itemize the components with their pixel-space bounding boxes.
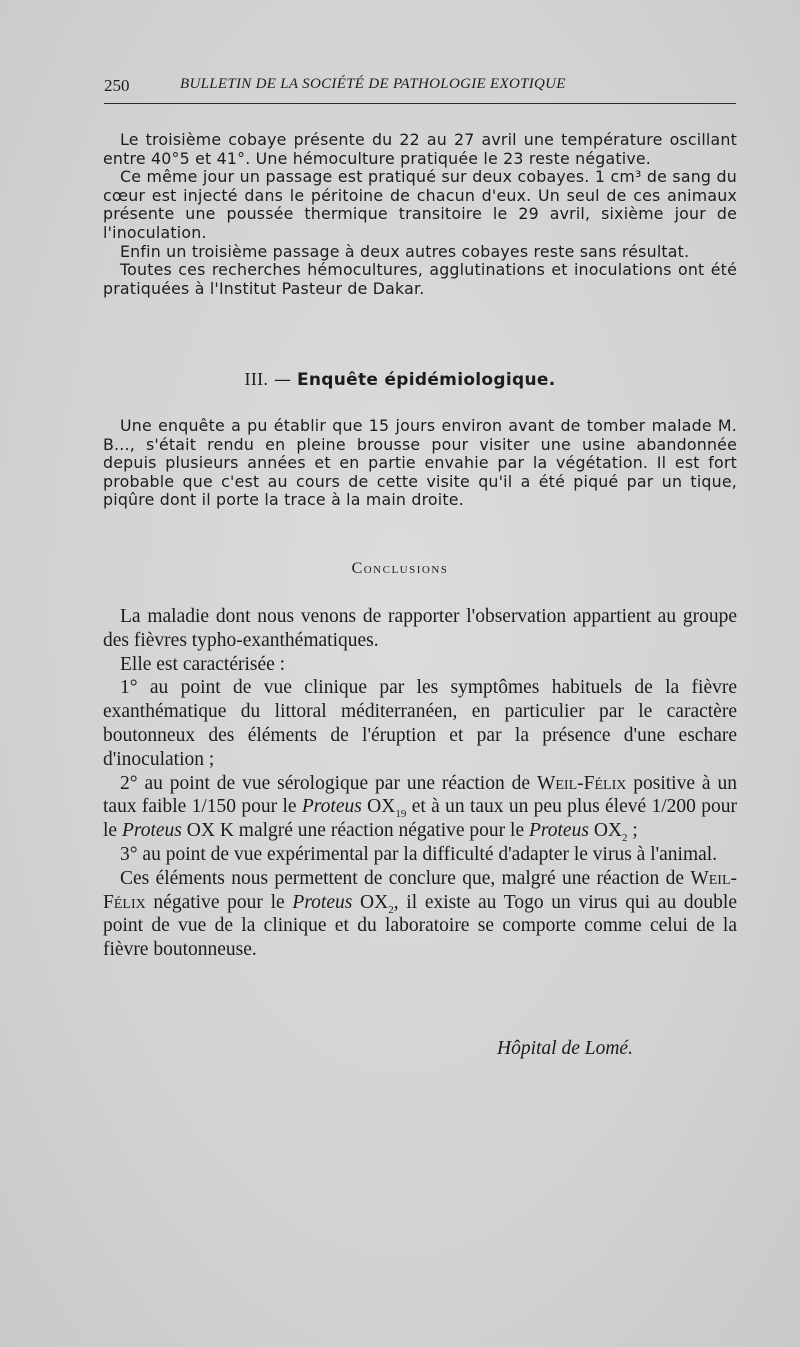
author-name: Weil-Félix [103,867,737,913]
text-run: OX [588,820,622,842]
page-header [104,76,734,100]
text-run: OX K malgré une réaction négative pour le [181,820,529,842]
subscript: 2 [621,832,628,845]
text-run: , il existe au Togo un virus qui au double point de vue de la clinique et du laboratoire se comporte comme celui de la fièvre boutonneuse. [103,891,737,961]
text-run: 2° au point de vue sérologique par une réaction de [120,772,537,794]
paragraph: 1° au point de vue clinique par les symptômes habituels de la fièvre exanthématique du littoral méditerranéen, en particulier par le caractère boutonneux des éléments de l'éruption et par la présence d'une eschare d'inoculation ; [103,677,737,770]
text-run: positive à un taux faible 1/150 pour le [103,772,737,818]
paragraph: Enfin un troisième passage à deux autres cobayes reste sans résultat. [120,241,690,261]
taxon-name: Proteus [121,820,182,842]
section-title: Enquête épidémiologique. [296,370,556,390]
paragraph: Le troisième cobaye présente du 22 au 27 avril une température oscillant entre 40°5 et 41°. Une hémoculture pratiquée le 23 reste négative. [103,130,737,168]
conclusions-block [103,605,737,962]
page-number: 250 [104,76,130,95]
header-rule [104,103,736,104]
text-run: négative pour le [145,891,293,913]
subscript: 2 [388,903,394,916]
running-title: BULLETIN DE LA SOCIÉTÉ DE PATHOLOGIE EXOTIQUE [180,76,566,92]
paragraph: Une enquête a pu établir que 15 jours environ avant de tomber malade M. B..., s'était rendu en pleine brousse pour visiter une usine abandonnée depuis plusieurs années et en partie envahie par la végétation. Il est fort probable que c'est au cours de cette visite qu'il a été piqué par un tique, piqûre dont il porte la trace à la main droite. [103,416,737,510]
taxon-name: Proteus [528,820,589,842]
paragraph: Elle est caractérisée : [120,653,286,675]
text-run: ; [627,820,638,842]
subscript: 19 [395,808,407,821]
paragraph: 3° au point de vue expérimental par la difficulté d'adapter le virus à l'animal. [120,843,718,865]
text-run: Ces éléments nous permettent de conclure que, malgré une réaction de [120,867,691,889]
text-run: OX [352,891,389,913]
paragraph: Ce même jour un passage est pratiqué sur deux cobayes. 1 cm³ de sang du cœur est injecté dans le péritoine de chacun d'eux. Un seul de ces animaux présente une poussée thermique transitoire le 29 avril, sixième jour de l'inoculation. [103,167,737,242]
author-name: Weil-Félix [536,772,627,794]
text-run: OX [361,796,396,818]
taxon-name: Proteus [301,796,362,818]
section-dash: — [273,370,292,390]
section-heading [0,369,800,390]
paragraph [103,867,737,962]
taxon-name: Proteus [292,891,353,913]
text-run: et à un taux un peu plus élevé 1/200 pour le [103,796,737,842]
signature: Hôpital de Lomé. [497,1038,633,1059]
conclusions-heading: Conclusions [351,560,449,577]
paragraph [103,772,737,843]
paragraph: La maladie dont nous venons de rapporter l'observation appartient au groupe des fièvres typho-exanthématiques. [103,606,737,651]
top-paragraphs [103,131,737,298]
paragraph: Toutes ces recherches hémocultures, agglutinations et inoculations ont été pratiquées à l'Institut Pasteur de Dakar. [103,260,737,298]
enquete-block [103,417,737,510]
section-number: III. [244,369,269,389]
